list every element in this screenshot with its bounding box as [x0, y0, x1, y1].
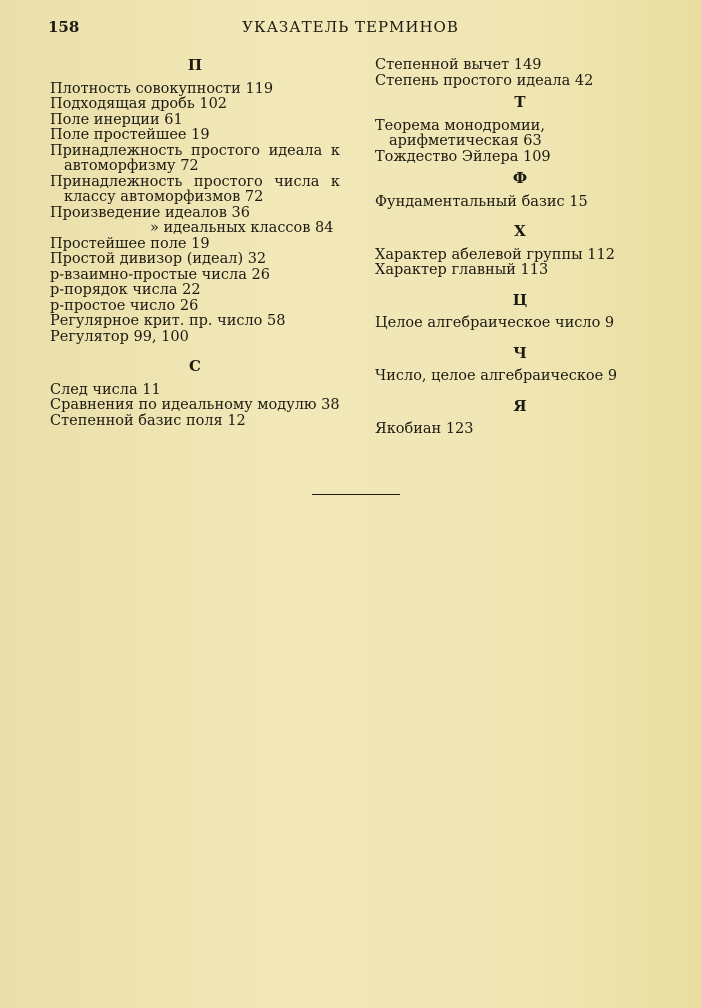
index-section-f: [375, 171, 665, 210]
running-title: УКАЗАТЕЛЬ ТЕРМИНОВ: [242, 18, 459, 36]
index-entry: Фундаментальный базис 15: [375, 193, 588, 210]
index-entry: Простой дивизор (идеал) 32: [50, 251, 267, 267]
index-entry: Степенной вычет 149: [375, 57, 542, 73]
index-section-p: [50, 58, 340, 345]
index-entry: Регулятор 99, 100: [50, 328, 189, 345]
index-entry: Тождество Эйлера 109: [375, 148, 551, 165]
index-section-ya: [375, 396, 665, 438]
index-entry: Поле инерции 61: [50, 111, 183, 128]
index-section-s: [50, 359, 340, 429]
index-entry: p-взаимно-простые числа 26: [50, 266, 270, 283]
index-column-right: [375, 58, 665, 438]
end-rule: [312, 494, 400, 495]
index-section-ts: [375, 290, 665, 332]
index-section-kh: [375, 224, 665, 279]
index-entry: Принадлежность простого числа к классу автоморфизмов 72: [50, 173, 340, 205]
index-section-ch: [375, 343, 665, 385]
index-entry: Произведение идеалов 36: [50, 204, 250, 221]
index-section-s-continued: [375, 58, 665, 89]
page-number: 158: [48, 18, 80, 36]
page-header: [48, 18, 653, 40]
index-entry: Регулярное крит. пр. число 58: [50, 313, 286, 329]
index-entry: p-простое число 26: [50, 297, 199, 314]
section-letter: Ц: [512, 290, 528, 309]
index-entry: Характер абелевой группы 112: [375, 246, 615, 263]
section-letter: Я: [513, 396, 527, 415]
index-entry: Плотность совокупности 119: [50, 80, 274, 97]
index-entry: Степень простого идеала 42: [375, 72, 594, 89]
index-entry: Теорема монодромии, арифметическая 63: [375, 117, 545, 149]
section-letter: Ф: [512, 169, 528, 187]
section-letter: Т: [514, 93, 526, 111]
section-letter: Ч: [513, 343, 527, 362]
index-entry: Сравнения по идеальному модулю 38: [50, 397, 340, 413]
index-entry: Характер главный 113: [375, 262, 549, 278]
index-entry: Простейшее поле 19: [50, 235, 210, 252]
index-column-left: [50, 58, 340, 443]
index-entry: Степенной базис поля 12: [50, 412, 246, 429]
index-entry: Поле простейшее 19: [50, 127, 210, 143]
index-entry: Целое алгебраическое число 9: [375, 315, 615, 331]
index-entry: Якобиан 123: [375, 421, 474, 437]
index-entry: Принадлежность простого идеала к автоморфизму 72: [50, 142, 340, 174]
index-entry: Подходящая дробь 102: [50, 96, 228, 112]
section-letter: Х: [514, 222, 526, 240]
index-entry: p-порядок числа 22: [50, 282, 201, 298]
index-entry: » идеальных классов 84: [150, 220, 334, 236]
index-section-t: [375, 95, 665, 165]
section-letter: П: [187, 56, 203, 74]
section-letter: С: [189, 357, 201, 375]
index-entry: След числа 11: [50, 381, 161, 398]
index-entry: Число, целое алгебраическое 9: [375, 368, 618, 384]
